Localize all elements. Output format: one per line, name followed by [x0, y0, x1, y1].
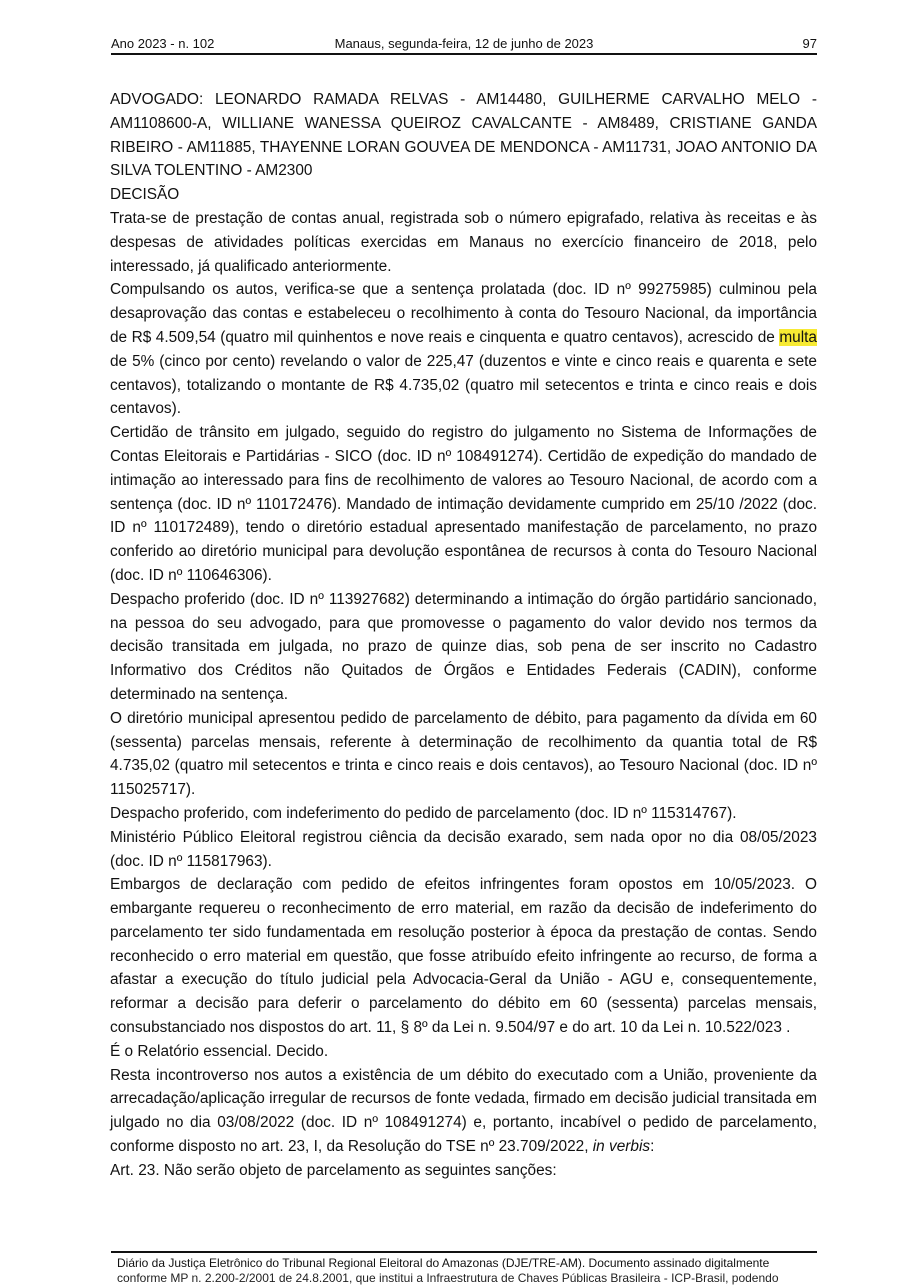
paragraph-9: É o Relatório essencial. Decido.	[110, 1042, 329, 1060]
paragraph-10-text-b: :	[650, 1138, 655, 1156]
footer-line-2: conforme MP n. 2.200-2/2001 de 24.8.2001, que institui a Infraestrutura de Chaves Públicas Brasileira - ICP-Brasil, podendo	[117, 1271, 779, 1285]
decisao-heading: DECISÃO	[110, 186, 180, 204]
paragraph-2-text-a: Compulsando os autos, verifica-se que a sentença prolatada (doc. ID nº 99275985) culminou pela desaprovação das contas e estabeleceu o recolhimento à conta do Tesouro Nacional, da importância de R$ 4.509,54 (quatro mil quinhentos e nove reais e cinquenta e quatro centavos), acrescido de	[110, 281, 817, 346]
page-header	[111, 35, 817, 55]
paragraph-10-text-a: Resta incontroverso nos autos a existência de um débito do executado com a União, proveniente da arrecadação/aplicação irregular de recursos de fonte vedada, firmado em decisão judicial transitada em julgado no dia 03/08/2022 (doc. ID nº 108491274) e, portanto, incabível o pedido de parcelamento, conforme disposto no art. 23, I, da Resolução do TSE nº 23.709/2022,	[110, 1066, 817, 1156]
search-highlight: multa	[779, 328, 817, 346]
paragraph-8: Embargos de declaração com pedido de efeitos infringentes foram opostos em 10/05/2023. O embargante requereu o reconhecimento de erro material, em razão da decisão de indeferimento do parcelamento ter sido fundamentada em resolução posterior à época da prestação de contas. Sendo reconhecido o erro material em questão, que fosse atribuído efeito infringente ao recurso, de forma a afastar a execução do título judicial pela Advocacia-Geral da União - AGU e, consequentemente, reformar a decisão para deferir o parcelamento do débito em 60 (sessenta) parcelas mensais, consubstanciado nos dispostos do art. 11, § 8º da Lei n. 9.504/97 e do art. 10 da Lei n. 10.522/023 .	[110, 876, 817, 1037]
page-footer	[117, 1256, 817, 1286]
page-number: 97	[802, 36, 817, 51]
publication-place-date: Manaus, segunda-feira, 12 de junho de 2023	[334, 36, 594, 51]
paragraph-5: O diretório municipal apresentou pedido de parcelamento de débito, para pagamento da dívida em 60 (sessenta) parcelas mensais, referente à determinação de recolhimento da quantia total de R$ 4.735,02 (quatro mil setecentos e trinta e cinco reais e dois centavos), ao Tesouro Nacional (doc. ID nº 115025717).	[110, 709, 817, 799]
document-body	[110, 88, 817, 1183]
paragraph-2	[110, 278, 817, 421]
paragraph-4: Despacho proferido (doc. ID nº 113927682) determinando a intimação do órgão partidário sancionado, na pessoa do seu advogado, para que promovesse o pagamento do valor devido nos termos da decisão transitada em julgada, no prazo de quinze dias, sob pena de ser inscrito no Cadastro Informativo dos Créditos não Quitados de Órgãos e Entidades Federais (CADIN), conforme determinado na sentença.	[110, 590, 817, 703]
issue-number: Ano 2023 - n. 102	[111, 36, 215, 51]
footer-line-1: Diário da Justiça Eletrônico do Tribunal Regional Eleitoral do Amazonas (DJE/TRE-AM). Documento assinado digitalmente	[117, 1256, 770, 1270]
paragraph-10	[110, 1064, 817, 1159]
paragraph-2-text-b: de 5% (cinco por cento) revelando o valor de 225,47 (duzentos e vinte e cinco reais e quarenta e sete centavos), totalizando o montante de R$ 4.735,02 (quatro mil setecentos e trinta e cinco reais e dois centavos).	[110, 352, 817, 418]
paragraph-10-italic: in verbis	[592, 1138, 651, 1156]
paragraph-1: Trata-se de prestação de contas anual, registrada sob o número epigrafado, relativa às receitas e às despesas de atividades políticas exercidas em Manaus no exercício financeiro de 2018, pelo interessado, já qualificado anteriormente.	[110, 209, 817, 275]
paragraph-6: Despacho proferido, com indeferimento do pedido de parcelamento (doc. ID nº 115314767).	[110, 804, 737, 822]
paragraph-7: Ministério Público Eleitoral registrou ciência da decisão exarado, sem nada opor no dia 08/05/2023 (doc. ID nº 115817963).	[110, 828, 817, 870]
paragraph-11: Art. 23. Não serão objeto de parcelamento as seguintes sanções:	[110, 1161, 557, 1179]
paragraph-3: Certidão de trânsito em julgado, seguido do registro do julgamento no Sistema de Informações de Contas Eleitorais e Partidárias - SICO (doc. ID nº 108491274). Certidão de expedição do mandado de intimação ao interessado para fins de recolhimento de valores ao Tesouro Nacional, de acordo com a sentença (doc. ID nº 110172476). Mandado de intimação devidamente cumprido em 25/10 /2022 (doc. ID nº 110172489), tendo o diretório estadual apresentado manifestação de parcelamento, no prazo conferido ao diretório municipal para devolução espontânea de recursos à conta do Tesouro Nacional (doc. ID nº 110646306).	[110, 424, 817, 584]
advogado-paragraph: ADVOGADO: LEONARDO RAMADA RELVAS - AM14480, GUILHERME CARVALHO MELO - AM1108600-A, WILLIANE WANESSA QUEIROZ CAVALCANTE - AM8489, CRISTIANE GANDA RIBEIRO - AM11885, THAYENNE LORAN GOUVEA DE MENDONCA - AM11731, JOAO ANTONIO DA SILVA TOLENTINO - AM2300	[110, 91, 817, 180]
footer-divider	[111, 1251, 817, 1253]
